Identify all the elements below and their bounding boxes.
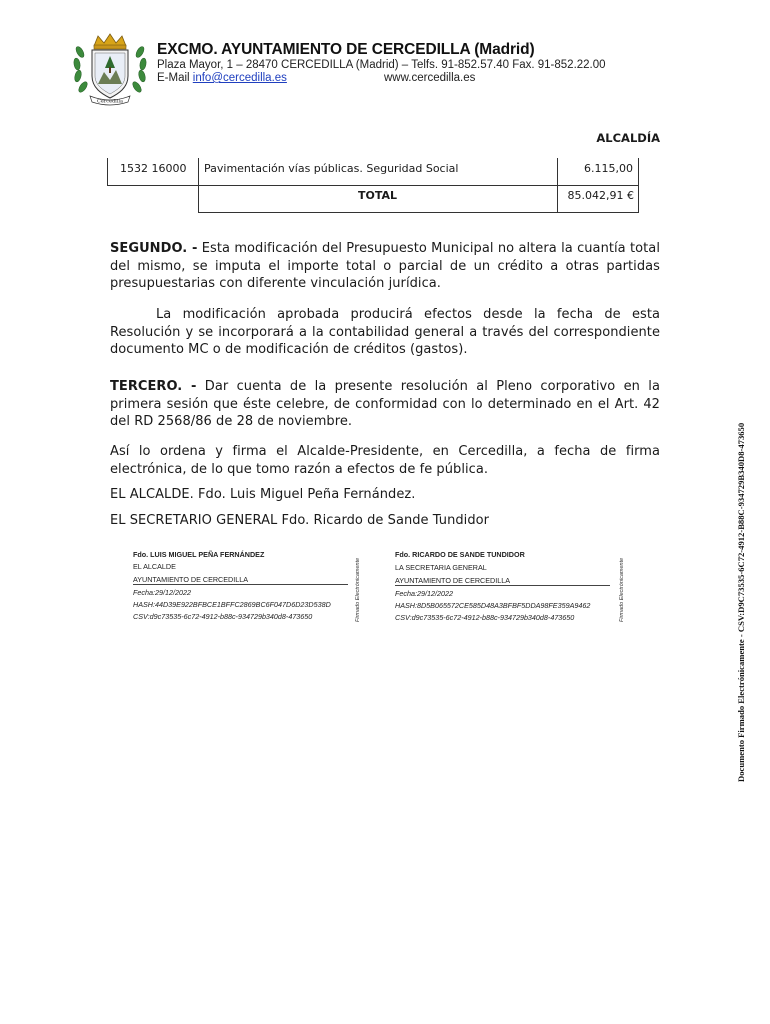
municipal-crest-logo [70, 32, 150, 106]
section-heading: ALCALDÍA [596, 131, 660, 145]
council-title: EXCMO. AYUNTAMIENTO DE CERCEDILLA (Madrid) [157, 41, 535, 58]
table-rule [107, 185, 639, 186]
segundo-text: Esta modificación del Presupuesto Municipal no altera la cuantía total del mismo, se imputa el importe total o parcial de un crédito a otras partidas presupuestarias con diferente vinculación jurídica. [110, 241, 660, 291]
table-rule [198, 212, 639, 213]
signed-electronically-label: Firmado Electrónicamente [355, 557, 361, 622]
signer-name: Fdo. LUIS MIGUEL PEÑA FERNÁNDEZ [133, 550, 265, 559]
tercero-label: TERCERO. - [110, 379, 197, 394]
signer-name: Fdo. RICARDO DE SANDE TUNDIDOR [395, 550, 525, 559]
signer-organization: AYUNTAMIENTO DE CERCEDILLA [395, 576, 511, 585]
paragraph-tercero [110, 378, 660, 431]
signature-csv: CSV:d9c73535-6c72-4912-b88c-934729b340d8-473650 [395, 613, 575, 622]
email-label: E-Mail [157, 72, 193, 84]
council-email-line [157, 72, 287, 84]
paragraph-modificacion: La modificación aprobada producirá efectos desde la fecha de esta Resolución y se incorporará a la contabilidad general a través del correspondiente documento MC o de modificación de créditos (gastos). [110, 307, 660, 357]
signed-electronically-label: Firmado Electrónicamente [619, 557, 625, 622]
signature-rule [133, 584, 348, 585]
council-website[interactable]: www.cercedilla.es [384, 72, 476, 84]
table-total-amount: 85.042,91 € [567, 189, 634, 202]
table-cell-amount: 6.115,00 [584, 162, 633, 175]
table-cell-code: 1532 16000 [120, 162, 187, 175]
signer-role: LA SECRETARIA GENERAL [395, 563, 487, 572]
signature-hash: HASH:44D39E922BFBCE1BFFC2869BC6F047D6D23D538D [133, 600, 331, 609]
alcalde-signature-line: EL ALCALDE. Fdo. Luis Miguel Peña Fernández. [110, 487, 416, 502]
signature-rule [395, 585, 610, 586]
signer-role: EL ALCALDE [133, 562, 176, 571]
electronic-signature-side-stamp: Documento Firmado Electrónicamente - CSV:D9C73535-6C72-4912-B88C-934729B340D8-473650 [736, 422, 746, 782]
email-link[interactable]: info@cercedilla.es [192, 72, 287, 84]
signer-organization: AYUNTAMIENTO DE CERCEDILLA [133, 575, 249, 584]
signature-date: Fecha:29/12/2022 [395, 589, 453, 598]
crest-ribbon-text: Cercedilla [97, 98, 123, 105]
segundo-label: SEGUNDO. - [110, 241, 198, 256]
signature-hash: HASH:8D5B065572CE585D48A3BFBF5DDA98FE359A9462 [395, 601, 591, 610]
paragraph-segundo [110, 240, 660, 293]
tercero-text: Dar cuenta de la presente resolución al Pleno corporativo en la primera sesión que éste celebre, de conformidad con lo determinado en el Art. 42 del RD 2568/86 de 28 de noviembre. [110, 379, 660, 429]
table-cell-description: Pavimentación vías públicas. Seguridad Social [204, 162, 459, 175]
paragraph-ordena: Así lo ordena y firma el Alcalde-Presidente, en Cercedilla, a fecha de firma electrónica, de lo que tomo razón a efectos de fe pública. [110, 444, 660, 477]
council-address: Plaza Mayor, 1 – 28470 CERCEDILLA (Madrid) – Telfs. 91-852.57.40 Fax. 91-852.22.00 [157, 59, 606, 71]
table-rule [107, 158, 108, 186]
signature-date: Fecha:29/12/2022 [133, 588, 191, 597]
table-total-label: TOTAL [357, 189, 398, 202]
secretario-signature-line: EL SECRETARIO GENERAL Fdo. Ricardo de Sande Tundidor [110, 513, 490, 528]
signature-csv: CSV:d9c73535-6c72-4912-b88c-934729b340d8-473650 [133, 612, 313, 621]
